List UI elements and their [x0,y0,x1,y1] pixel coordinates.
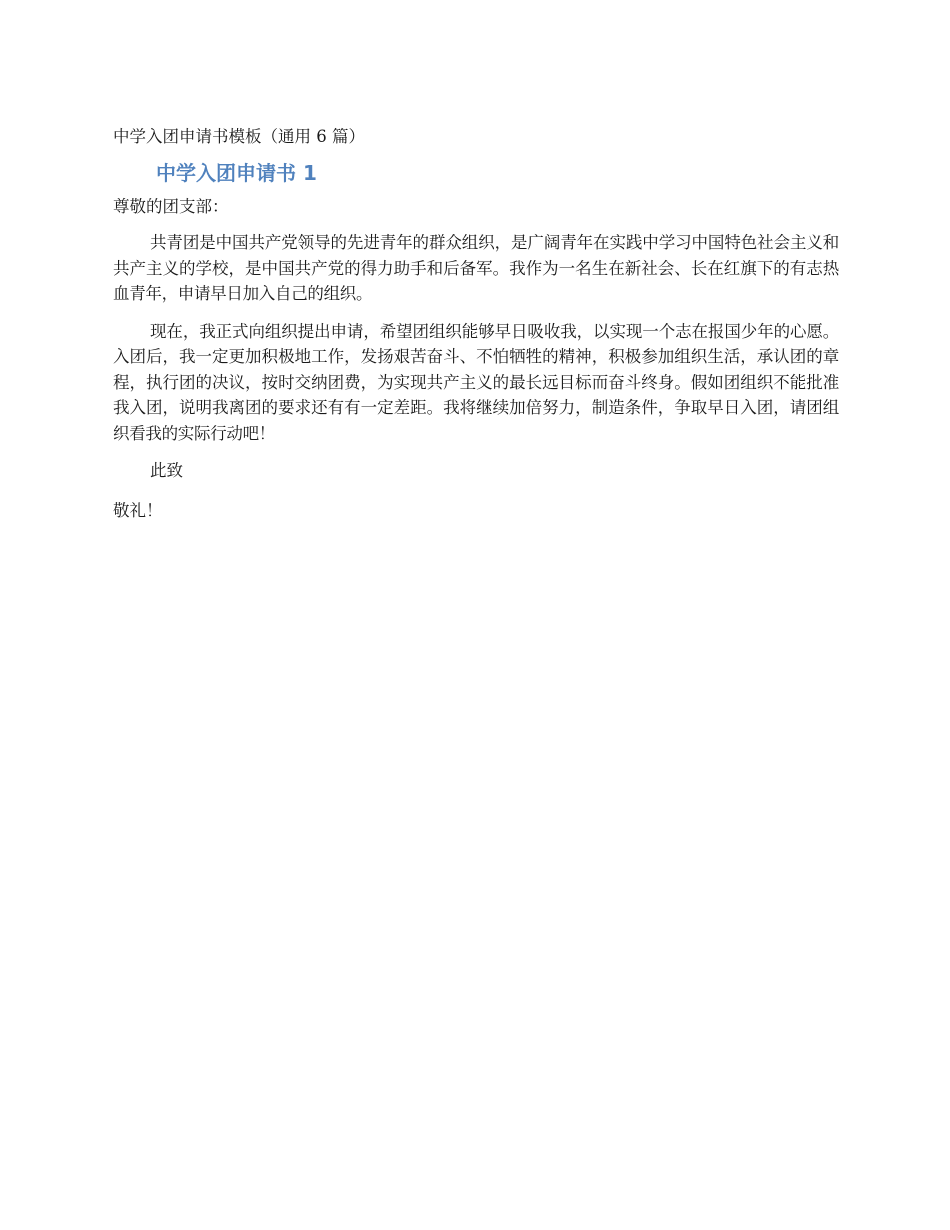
section-heading: 中学入团申请书 1 [156,161,317,185]
body-paragraph-1: 共青团是中国共产党领导的先进青年的群众组织，是广阔青年在实践中学习中国特色社会主义和共产主义的学校，是中国共产党的得力助手和后备军。我作为一名生在新社会、长在红旗下的有志热血青年，申请早日加入自己的组织。 [113,233,839,303]
document-title: 中学入团申请书模板（通用 6 篇） [113,127,365,146]
body-paragraph-2: 现在，我正式向组织提出申请，希望团组织能够早日吸收我，以实现一个志在报国少年的心愿。入团后，我一定更加积极地工作，发扬艰苦奋斗、不怕牺牲的精神，积极参加组织生活，承认团的章程，执行团的决议，按时交纳团费，为实现共产主义的最长远目标而奋斗终身。假如团组织不能批准我入团，说明我离团的要求还有有一定差距。我将继续加倍努力，制造条件，争取早日入团，请团组织看我的实际行动吧！ [113,321,839,443]
salutation: 尊敬的团支部： [113,197,229,216]
regards-line: 敬礼！ [113,501,163,520]
document-page [113,124,839,524]
closing-line: 此致 [150,461,183,480]
